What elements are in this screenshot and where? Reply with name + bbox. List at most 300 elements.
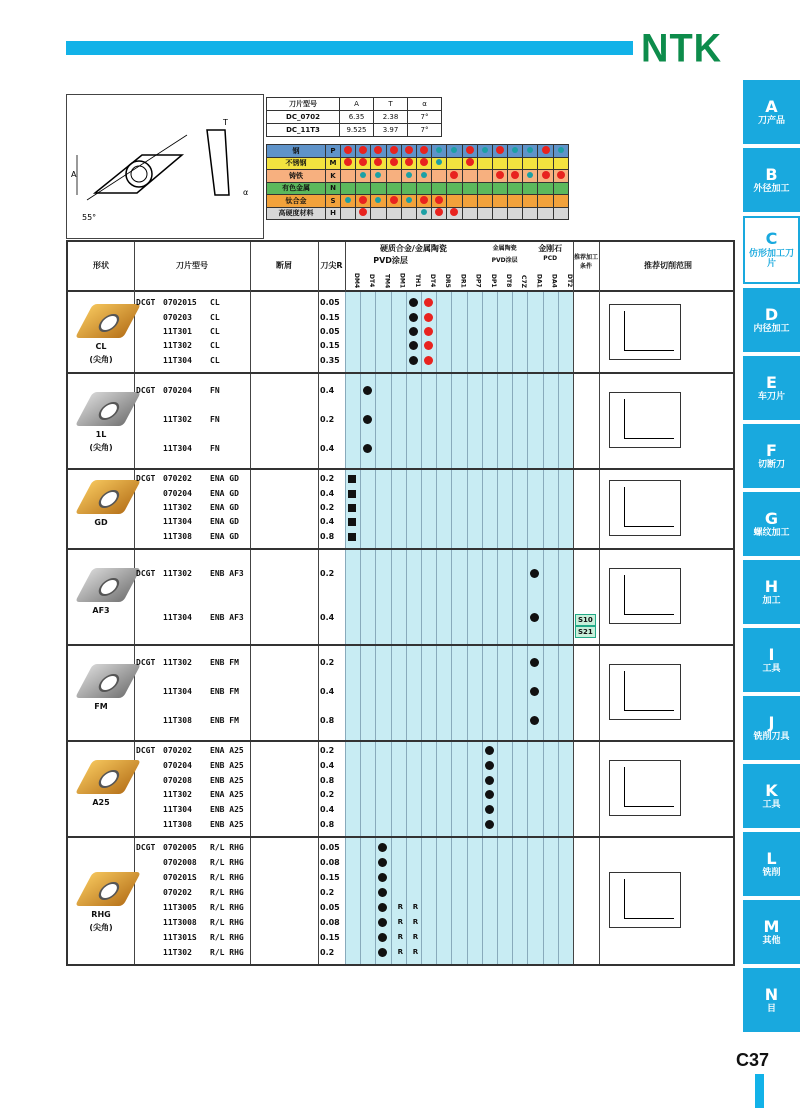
material-name: 不锈钢 (267, 157, 326, 170)
suitability-dot-primary (450, 171, 458, 179)
grade-cell (371, 195, 386, 208)
grade-mark (378, 888, 387, 897)
suitability-dot-primary (374, 158, 382, 166)
page-bar (755, 1074, 764, 1108)
suitability-dot-primary (496, 146, 504, 154)
nose-radius: 0.2 (320, 503, 335, 512)
column-divider (134, 242, 135, 964)
group-divider (68, 468, 733, 470)
grade-column (345, 292, 360, 964)
chipbreaker-code: CL (210, 298, 220, 308)
grade-name: DT8 (505, 274, 512, 288)
spec-cell: DC_0702 (267, 111, 340, 124)
insert-image (75, 568, 141, 602)
nose-radius: 0.05 (320, 902, 340, 912)
grade-column (543, 292, 558, 964)
side-tab-label: 铣削刀具 (753, 732, 790, 743)
grade-cell (432, 195, 447, 208)
side-tab-m[interactable] (743, 900, 800, 964)
insert-code: 070204 (163, 761, 192, 770)
chipbreaker-code: ENA GD (210, 474, 239, 484)
grade-column (391, 292, 406, 964)
grade-mark (348, 475, 356, 483)
grade-mark (363, 386, 372, 395)
side-tab-label: 螺纹加工 (753, 528, 790, 539)
side-tab-label: 工具 (762, 800, 781, 811)
nose-radius: 0.08 (320, 917, 340, 927)
insert-code: 11T301 (163, 327, 192, 336)
grade-cell (371, 207, 386, 220)
insert-code: 0702005 (163, 842, 197, 852)
grade-cell (553, 195, 568, 208)
chipbreaker-code: ENA GD (210, 503, 239, 512)
suitability-dot-primary (405, 158, 413, 166)
grade-mark (409, 356, 418, 365)
material-code: N (326, 182, 341, 195)
material-name: 有色金属 (267, 182, 326, 195)
material-grade-table (266, 144, 569, 220)
grade-mark-primary (424, 313, 433, 322)
page-number: C37 (736, 1050, 770, 1070)
grade-cell (447, 157, 462, 170)
side-tab-n[interactable] (743, 968, 800, 1032)
material-code: H (326, 207, 341, 220)
suitability-dot-secondary (421, 209, 427, 215)
suitability-dot-secondary (360, 172, 366, 178)
spec-cell: 9.525 (340, 124, 374, 137)
suitability-dot-primary (542, 171, 550, 179)
insert-code: 070202 (163, 887, 192, 897)
suitability-dot-primary (390, 158, 398, 166)
grade-mark-r: R (412, 917, 419, 926)
suitability-dot-primary (359, 196, 367, 204)
side-tab-label: 车刀片 (757, 392, 785, 403)
chipbreaker-code: ENA GD (210, 488, 239, 498)
insert-series: DCGT (136, 657, 156, 667)
insert-code: 11T304 (163, 517, 192, 527)
svg-text:55°: 55° (82, 213, 97, 222)
grade-name: TM4 (383, 273, 391, 289)
grade-mark (348, 518, 356, 526)
nose-radius: 0.15 (320, 312, 340, 322)
grade-cell (477, 182, 492, 195)
grade-cell (508, 195, 523, 208)
grade-cell (462, 145, 477, 158)
grade-column (421, 292, 436, 964)
side-tab-letter: L (766, 848, 777, 868)
side-tab-label: 刀产品 (757, 116, 785, 127)
suitability-dot-primary (466, 158, 474, 166)
grade-mark (378, 843, 387, 852)
grade-cell (523, 170, 538, 183)
brand-logo: NTK (641, 26, 723, 72)
grade-cell (492, 157, 507, 170)
nose-radius: 0.08 (320, 857, 340, 867)
grade-cell (477, 195, 492, 208)
grade-mark-r: R (412, 932, 419, 941)
grade-column (558, 292, 573, 964)
column-divider (250, 242, 251, 964)
grade-name: DT4 (368, 274, 376, 288)
side-tab-letter: N (764, 984, 779, 1004)
column-divider (573, 242, 574, 964)
suitability-dot-primary (359, 146, 367, 154)
side-tab-f[interactable] (743, 424, 800, 488)
group-divider (68, 836, 733, 838)
suitability-dot-secondary (482, 147, 488, 153)
grade-cell (462, 157, 477, 170)
nose-radius: 0.4 (320, 613, 335, 622)
suitability-dot-primary (435, 196, 443, 204)
grade-cell (538, 145, 553, 158)
grade-mark (485, 820, 494, 829)
grade-cell (553, 207, 568, 220)
condition-badge: S10 (575, 614, 596, 626)
grade-mark-r: R (397, 902, 403, 911)
grade-name: TH1 (413, 274, 421, 288)
grade-name: DP7 (474, 274, 482, 288)
side-tab-letter: J (768, 712, 775, 732)
grade-cell (462, 182, 477, 195)
chart-axes (624, 575, 674, 615)
header-group2: 金属陶瓷 (492, 245, 517, 252)
grade-cell (538, 207, 553, 220)
insert-code: 11T302 (163, 415, 192, 424)
chipbreaker-code: R/L RHG (210, 872, 244, 882)
side-tab-a[interactable] (743, 80, 800, 144)
side-tab-k[interactable] (743, 764, 800, 828)
side-tab-label: 外径加工 (753, 184, 790, 195)
grade-cell (401, 182, 416, 195)
chart-axes (624, 671, 674, 711)
chipbreaker-code: R/L RHG (210, 947, 244, 957)
grade-name: DR5 (444, 274, 452, 288)
insert-code: 11T3008 (163, 917, 197, 927)
insert-series: DCGT (136, 298, 156, 308)
suitability-dot-secondary (406, 197, 412, 203)
grade-cell (386, 170, 401, 183)
suitability-dot-primary (435, 208, 443, 216)
chipbreaker-code: R/L RHG (210, 842, 244, 852)
group-divider (68, 644, 733, 646)
side-tab-label: 仿形加工刀片 (748, 248, 794, 270)
grade-cell (356, 145, 371, 158)
nose-radius: 0.4 (320, 761, 335, 770)
grade-mark (348, 504, 356, 512)
grade-cell (523, 195, 538, 208)
grade-cell (371, 157, 386, 170)
chipbreaker-code: ENA A25 (210, 746, 244, 756)
chipbreaker-code: R/L RHG (210, 932, 244, 942)
chipbreaker-code: CL (210, 341, 220, 351)
insert-code: 11T3005 (163, 902, 197, 912)
spec-header-cell: 刀片型号 (267, 98, 340, 111)
grade-cell (447, 145, 462, 158)
suitability-dot-primary (420, 158, 428, 166)
grade-cell (401, 195, 416, 208)
chipbreaker-code: ENB A25 (210, 761, 244, 770)
suitability-dot-primary (450, 208, 458, 216)
grade-cell (462, 207, 477, 220)
cutting-range-chart (609, 480, 681, 536)
grade-cell (416, 195, 431, 208)
grade-cell (416, 207, 431, 220)
suitability-dot-secondary (512, 147, 518, 153)
grade-column (406, 292, 421, 964)
spec-header-cell: T (374, 98, 408, 111)
nose-radius: 0.2 (320, 746, 335, 756)
suitability-dot-secondary (421, 172, 427, 178)
suitability-dot-secondary (375, 172, 381, 178)
side-tab-label: 加工 (762, 596, 781, 607)
grade-cell (538, 182, 553, 195)
grade-cell (447, 182, 462, 195)
insert-code: 070202 (163, 474, 192, 484)
insert-code: 11T304 (163, 687, 192, 696)
grade-column (512, 292, 527, 964)
suitability-dot-primary (405, 146, 413, 154)
grade-cell (356, 157, 371, 170)
chart-axes (624, 311, 674, 351)
side-tab-h[interactable] (743, 560, 800, 624)
grade-cell (523, 207, 538, 220)
chart-axes (624, 487, 674, 527)
grade-mark (378, 933, 387, 942)
insert-series: DCGT (136, 385, 156, 395)
nose-radius: 0.4 (320, 805, 335, 814)
nose-radius: 0.2 (320, 887, 335, 897)
shape-name: GD (94, 518, 108, 527)
header-model: 刀片型号 (176, 261, 208, 270)
chipbreaker-code: ENB AF3 (210, 613, 244, 622)
grade-cell (356, 207, 371, 220)
grade-name: DA4 (550, 274, 558, 288)
nose-radius: 0.4 (320, 444, 335, 454)
chipbreaker-code: R/L RHG (210, 887, 244, 897)
insert-code: 11T302 (163, 657, 192, 667)
chipbreaker-code: ENB A25 (210, 819, 244, 829)
nose-radius: 0.05 (320, 327, 340, 336)
material-row (267, 195, 569, 208)
spec-header-cell: α (408, 98, 442, 111)
side-tab-d[interactable] (743, 288, 800, 352)
spec-table (266, 97, 442, 137)
group-divider (68, 740, 733, 742)
grade-cell (523, 145, 538, 158)
grade-cell (447, 207, 462, 220)
grade-mark-r: R (397, 932, 403, 941)
chipbreaker-code: ENB FM (210, 716, 239, 726)
shape-name: RHG (91, 910, 111, 919)
side-tab-letter: K (765, 780, 778, 800)
grade-cell (432, 182, 447, 195)
side-tab-c[interactable] (743, 216, 800, 284)
suitability-dot-primary (390, 146, 398, 154)
spec-cell: DC_11T3 (267, 124, 340, 137)
material-row (267, 207, 569, 220)
grade-cell (462, 195, 477, 208)
suitability-dot-secondary (436, 159, 442, 165)
insert-diagram (66, 94, 264, 239)
shape-note: (尖角) (89, 443, 113, 452)
grade-cell (401, 207, 416, 220)
suitability-dot-primary (390, 196, 398, 204)
cutting-range-chart (609, 304, 681, 360)
side-tab-e[interactable] (743, 356, 800, 420)
side-tab-b[interactable] (743, 148, 800, 212)
nose-radius: 0.15 (320, 341, 340, 351)
chipbreaker-code: R/L RHG (210, 917, 244, 927)
insert-code: 11T308 (163, 819, 192, 829)
grade-cell (386, 207, 401, 220)
grade-column (451, 292, 466, 964)
chipbreaker-code: CL (210, 355, 220, 365)
side-tab-i[interactable] (743, 628, 800, 692)
grade-cell (477, 170, 492, 183)
header-group1-sub: PVD涂层 (373, 256, 408, 265)
suitability-dot-primary (557, 171, 565, 179)
column-divider (599, 242, 600, 964)
insert-image (75, 304, 141, 338)
grade-cell (416, 170, 431, 183)
nose-radius: 0.4 (320, 488, 335, 498)
grade-column (467, 292, 482, 964)
grade-cell (462, 170, 477, 183)
side-tab-letter: D (764, 304, 779, 324)
svg-text:A: A (71, 170, 77, 179)
cutting-range-chart (609, 568, 681, 624)
suitability-dot-primary (542, 146, 550, 154)
grade-cell (508, 207, 523, 220)
grade-cell (356, 195, 371, 208)
grade-cell (538, 195, 553, 208)
material-code: K (326, 170, 341, 183)
header-radius: 刀尖R (320, 261, 343, 270)
grade-cell (432, 170, 447, 183)
header-curve: 推荐切削范围 (644, 261, 692, 270)
grade-cell (492, 145, 507, 158)
insert-table (66, 240, 735, 966)
suitability-dot-secondary (451, 147, 457, 153)
side-tab-letter: B (765, 164, 778, 184)
insert-code: 11T304 (163, 613, 192, 622)
suitability-dot-primary (496, 171, 504, 179)
side-tab-label: 铣削 (762, 868, 781, 879)
shape-name: CL (95, 342, 107, 351)
insert-code: 11T302 (163, 341, 192, 351)
grade-mark (485, 805, 494, 814)
header-group2-sub: PVD涂层 (491, 257, 518, 264)
shape-note: (尖角) (89, 923, 113, 932)
grade-cell (553, 157, 568, 170)
nose-radius: 0.05 (320, 298, 340, 308)
grade-name: DM4 (353, 273, 360, 289)
insert-image (75, 760, 141, 794)
nose-radius: 0.2 (320, 657, 335, 667)
insert-series: DCGT (136, 842, 156, 852)
grade-mark-primary (424, 356, 433, 365)
nose-radius: 0.35 (320, 355, 340, 365)
grade-mark (378, 918, 387, 927)
insert-code: 070208 (163, 775, 192, 785)
nose-radius: 0.2 (320, 415, 335, 424)
side-tab-l[interactable] (743, 832, 800, 896)
insert-series: DCGT (136, 569, 156, 578)
condition-badge: S21 (575, 626, 596, 638)
svg-text:α: α (243, 188, 249, 197)
chipbreaker-code: FN (210, 385, 220, 395)
grade-cell (416, 145, 431, 158)
insert-code: 11T302 (163, 790, 192, 800)
side-tab-j[interactable] (743, 696, 800, 760)
grade-column (482, 292, 497, 964)
material-row (267, 170, 569, 183)
grade-name: DA1 (535, 274, 543, 288)
chipbreaker-code: ENA A25 (210, 790, 244, 800)
grade-cell (341, 195, 356, 208)
grade-cell (416, 182, 431, 195)
insert-image (75, 664, 141, 698)
grade-column (436, 292, 451, 964)
header-group3: 金刚石 (538, 244, 563, 253)
suitability-dot-primary (359, 208, 367, 216)
nose-radius: 0.2 (320, 569, 335, 578)
grade-cell (477, 207, 492, 220)
suitability-dot-primary (420, 146, 428, 154)
insert-code: 11T301S (163, 932, 197, 942)
grade-mark-r: R (412, 902, 419, 911)
chipbreaker-code: ENB FM (210, 657, 239, 667)
grade-cell (401, 170, 416, 183)
grade-cell (341, 182, 356, 195)
grade-column (527, 292, 542, 964)
material-code: P (326, 145, 341, 158)
insert-code: 11T302 (163, 947, 192, 957)
grade-mark (409, 327, 418, 336)
nose-radius: 0.15 (320, 932, 340, 942)
grade-cell (341, 207, 356, 220)
nose-radius: 0.8 (320, 775, 335, 785)
grade-cell (371, 170, 386, 183)
insert-series: DCGT (136, 746, 156, 756)
material-name: 铸铁 (267, 170, 326, 183)
grade-mark-primary (424, 327, 433, 336)
chipbreaker-code: R/L RHG (210, 902, 244, 912)
suitability-dot-secondary (436, 147, 442, 153)
header-group1: 硬质合金/金属陶瓷 (379, 244, 447, 253)
spec-header-row (267, 98, 442, 111)
grade-cell (492, 170, 507, 183)
nose-radius: 0.05 (320, 842, 340, 852)
chipbreaker-code: FN (210, 415, 220, 424)
spec-row (267, 124, 442, 137)
spec-header-cell: A (340, 98, 374, 111)
suitability-dot-primary (511, 171, 519, 179)
grade-cell (508, 182, 523, 195)
chart-axes (624, 399, 674, 439)
nose-radius: 0.4 (320, 687, 335, 696)
shape-name: A25 (92, 798, 110, 807)
side-tab-g[interactable] (743, 492, 800, 556)
grade-cell (553, 170, 568, 183)
header-bar (66, 41, 633, 55)
grade-cell (538, 170, 553, 183)
side-tab-letter: I (768, 644, 775, 664)
spec-cell: 2.38 (374, 111, 408, 124)
nose-radius: 0.8 (320, 716, 335, 726)
grade-name: DM1 (398, 273, 406, 289)
grade-name: DP1 (489, 274, 497, 288)
